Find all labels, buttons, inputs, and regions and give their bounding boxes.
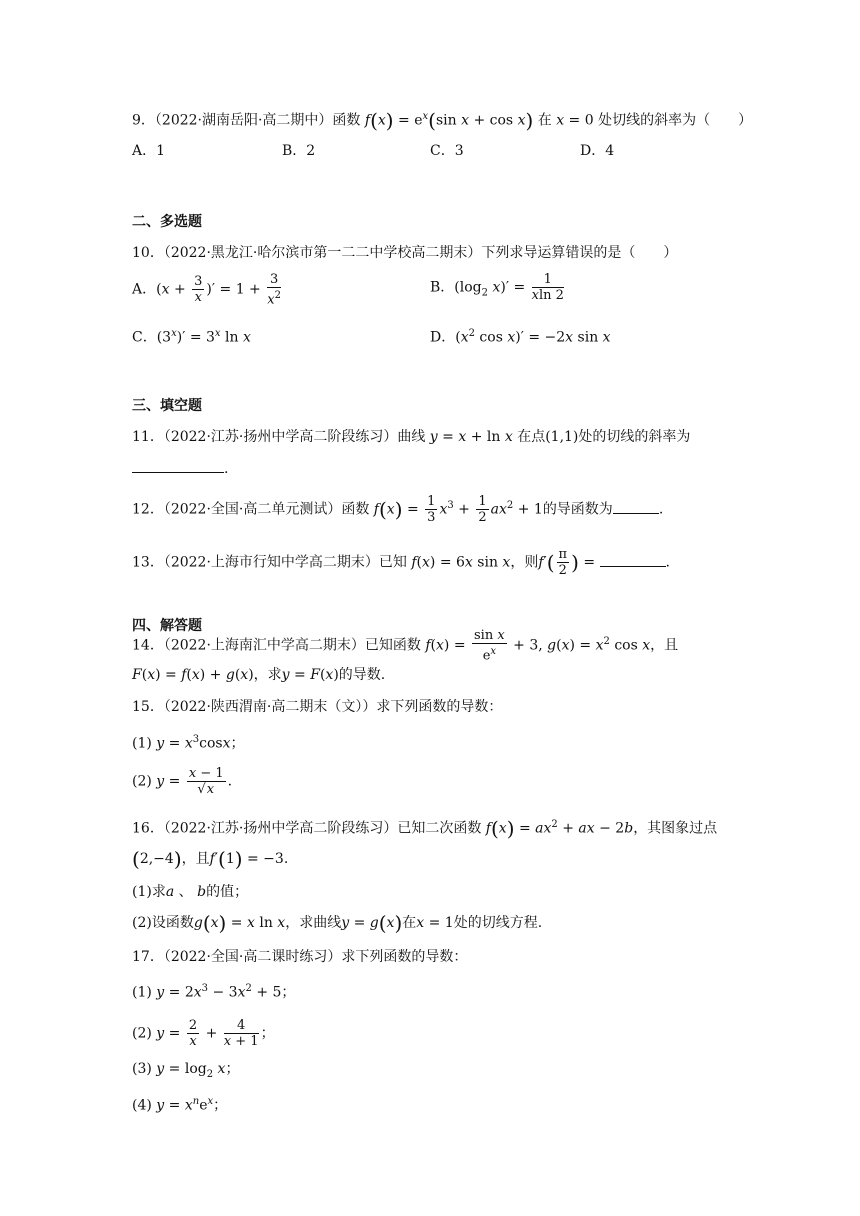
question-10: 10．（2022·黑龙江·哈尔滨市第一二二中学校高二期末）下列求导运算错误的是（ ） <box>132 245 678 261</box>
question-12: 12．（2022·全国·高二单元测试）函数 f(x) = $\frac{1}{3}$ $x^3$ + $\frac{1}{2}$ $ax^2 + 1$的导函数为 . <box>132 494 664 525</box>
q14-line-2: F(x) = f(x) + g(x)，求y = F(x)的导数. <box>132 667 386 683</box>
q9-text-1: 在 <box>537 112 552 129</box>
question-16: 16．（2022·江苏·扬州中学高二阶段练习）已知二次函数 $f(x) = ax^2$ + ax − 2b，其图象过点 <box>132 816 718 841</box>
question-13: 13．（2022·上海市行知中学高二期末）已知 f(x) = 6x sin x，则f′( $\frac{\pi}{2}$ ) = . <box>132 547 670 578</box>
question-14: 14．（2022·上海南汇中学高二期末）已知函数 f(x) = $\frac{\text{sin x}}{e^x}$ + 3, $g(x) = x^2$ cos x，且 <box>132 628 679 664</box>
question-9: 9．（2022·湖南岳阳·高二期中）函数 $f(x) = e^x(\sin$ x + cos x) 在 x = 0 处切线的斜率为（ ） <box>132 108 753 133</box>
q15-part-2: (2) y = $\frac{x - 1}{√x}$ . <box>132 766 233 797</box>
question-11: 11．（2022·江苏·扬州中学高二阶段练习）曲线 y = x + ln x 在点(1,1)处的切线的斜率为 <box>132 429 691 445</box>
q10-option-a: A．(x + $\frac{3}{x}$ )′ = 1 + $\frac{3}{x^2}$ <box>132 272 281 308</box>
q17-part-4: (4) $y = x^ne^x$； <box>132 1096 228 1114</box>
section-heading-multiple-choice: 二、多选题 <box>132 214 202 230</box>
q15-part-1: (1) $y = x^3\cos x$； <box>132 734 245 752</box>
q10-option-b: B．($\log_2$ x)′ = $\frac{1}{xln 2}$ <box>430 272 564 303</box>
section-heading-fill-blank: 三、填空题 <box>132 398 202 414</box>
q17-part-2: (2) y = $\frac{2}{x}$ + $\frac{4}{x + 1}$ ； <box>132 1018 275 1049</box>
q17-part-3: (3) $y = \log_2 x$； <box>132 1061 240 1080</box>
q16-line-2: (2,−4)，且f′(1) = −3. <box>132 847 289 871</box>
q9-option-a: A．1 <box>132 143 166 159</box>
q9-prefix: 9．（2022·湖南岳阳·高二期中）函数 <box>132 112 361 129</box>
q9-option-d: D．4 <box>580 143 615 159</box>
question-15: 15．（2022·陕西渭南·高二期末（文））求下列函数的导数： <box>132 699 503 715</box>
q9-text-2: 处切线的斜率为（ ） <box>598 112 753 129</box>
q9-function-expr: f <box>364 112 371 129</box>
q16-part-1: (1)求a 、 b的值； <box>132 884 249 900</box>
q9-option-c: C．3 <box>430 143 464 159</box>
question-17: 17．（2022·全国·高二课时练习）求下列函数的导数： <box>132 949 468 965</box>
q10-option-c: C．$(3^x)' = 3^x$ ln x <box>132 328 251 346</box>
q11-answer-blank: . <box>132 458 228 478</box>
q17-part-1: (1) $y = 2x^3 - 3x^2 + 5$； <box>132 983 296 1001</box>
q9-option-b: B．2 <box>282 143 316 159</box>
section-heading-solutions: 四、解答题 <box>132 618 202 634</box>
q10-option-d: D．($x^2$ cos x)′ = −2x sin x <box>430 328 611 346</box>
q16-part-2: (2)设函数g(x) = x ln x，求曲线y = g(x)在x = 1处的切线方程. <box>132 911 543 935</box>
